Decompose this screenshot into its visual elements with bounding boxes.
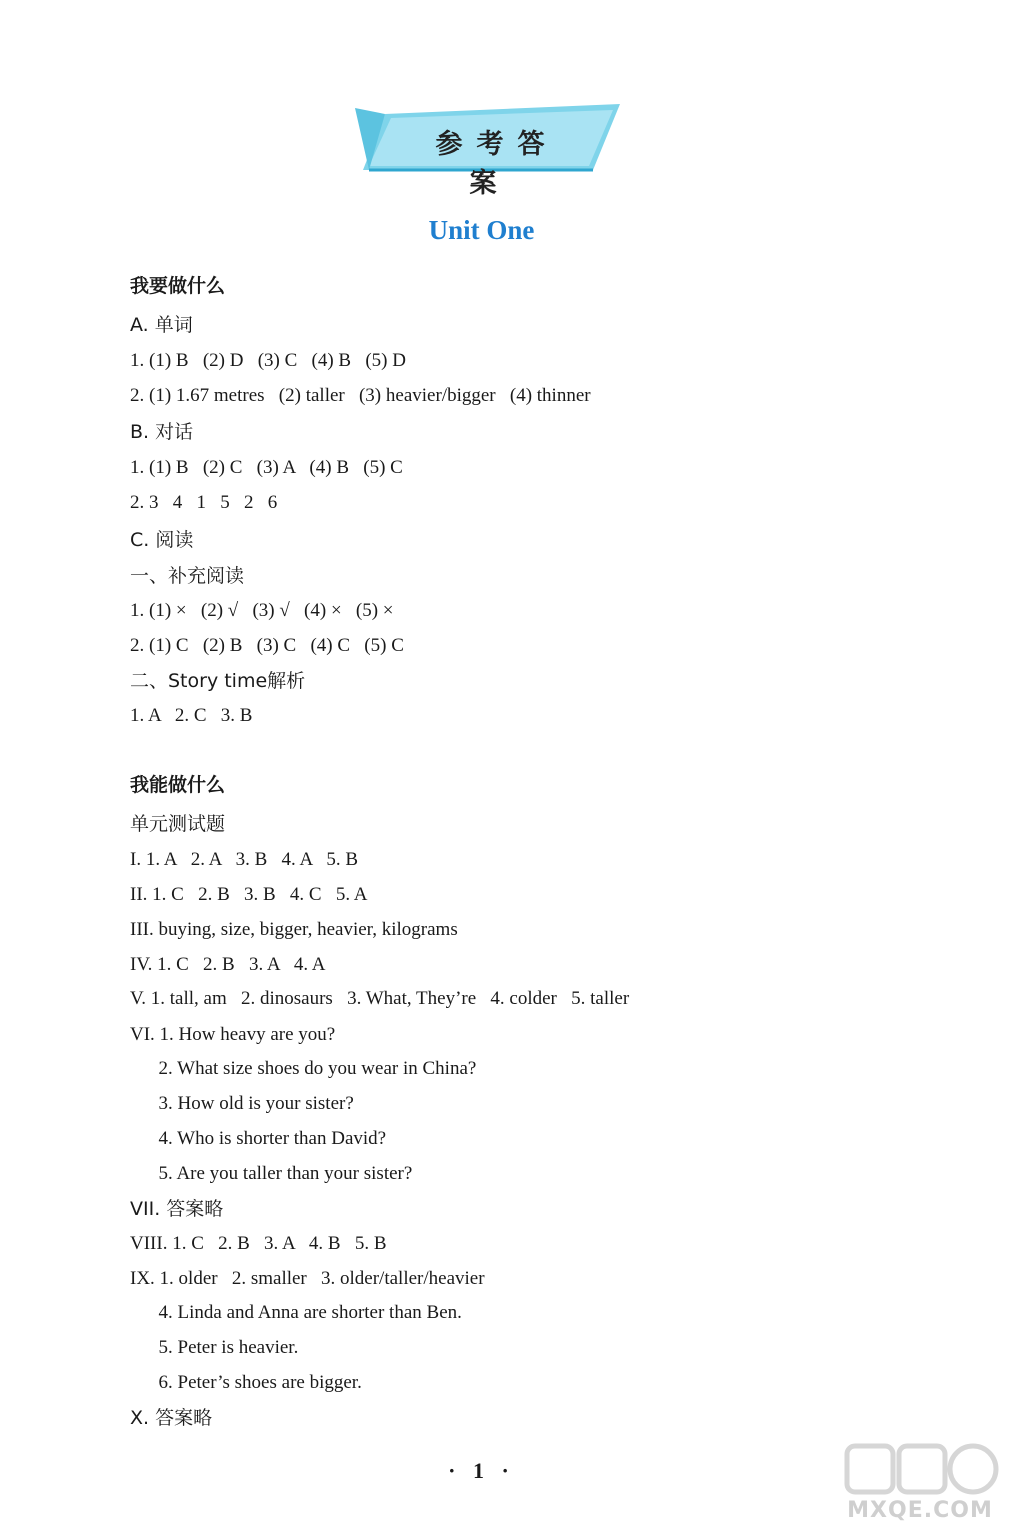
answer-line: III. buying, size, bigger, heavier, kilograms: [130, 919, 458, 940]
answer-line: 6. Peter’s shoes are bigger.: [130, 1372, 362, 1393]
answer-line: X. 答案略: [130, 1407, 213, 1429]
page-number: · 1 ·: [448, 1458, 515, 1483]
answer-line: V. 1. tall, am 2. dinosaurs 3. What, They’re 4. colder 5. taller: [130, 988, 630, 1009]
answer-line: A. 单词: [130, 314, 193, 336]
banner-title: 参考答案: [435, 129, 559, 199]
answer-line: 1. (1) × (2) √ (3) √ (4) × (5) ×: [130, 600, 394, 621]
answer-line: 单元测试题: [130, 813, 226, 835]
answer-line: I. 1. A 2. A 3. B 4. A 5. B: [130, 849, 359, 870]
answer-line: 2. (1) 1.67 metres (2) taller (3) heavier/bigger (4) thinner: [130, 385, 591, 406]
answer-line: 2. What size shoes do you wear in China?: [130, 1058, 477, 1079]
watermark-logo: [835, 1440, 1005, 1530]
answer-line: 5. Are you taller than your sister?: [130, 1163, 413, 1184]
answer-line: 5. Peter is heavier.: [130, 1337, 299, 1358]
watermark-icon: [835, 1440, 1005, 1500]
answer-line: 一、补充阅读: [130, 565, 245, 587]
answer-line: 1. (1) B (2) D (3) C (4) B (5) D: [130, 350, 406, 371]
answer-line: IV. 1. C 2. B 3. A 4. A: [130, 954, 326, 975]
answer-line: 1. (1) B (2) C (3) A (4) B (5) C: [130, 457, 403, 478]
answer-line: VII. 答案略: [130, 1198, 224, 1220]
answer-line: 3. How old is your sister?: [130, 1093, 354, 1114]
answer-line: 1. A 2. C 3. B: [130, 705, 253, 726]
answer-line: C. 阅读: [130, 529, 194, 551]
answer-line: II. 1. C 2. B 3. B 4. C 5. A: [130, 884, 368, 905]
answer-line: 2. (1) C (2) B (3) C (4) C (5) C: [130, 635, 404, 656]
answer-line: 2. 3 4 1 5 2 6: [130, 492, 278, 513]
answer-line: 4. Who is shorter than David?: [130, 1128, 387, 1149]
answer-line: 我要做什么: [130, 275, 226, 297]
answer-line: B. 对话: [130, 421, 194, 443]
answer-line: IX. 1. older 2. smaller 3. older/taller/heavier: [130, 1268, 485, 1289]
watermark-text: MXQE.COM: [847, 1498, 993, 1523]
answer-line: VIII. 1. C 2. B 3. A 4. B 5. B: [130, 1233, 387, 1254]
answer-line: VI. 1. How heavy are you?: [130, 1024, 336, 1045]
answer-line: 我能做什么: [130, 774, 226, 796]
answer-line: 二、Story time解析: [130, 670, 306, 692]
unit-title: Unit One: [428, 215, 535, 245]
answer-key-banner: [355, 100, 625, 199]
answer-line: 4. Linda and Anna are shorter than Ben.: [130, 1302, 462, 1323]
